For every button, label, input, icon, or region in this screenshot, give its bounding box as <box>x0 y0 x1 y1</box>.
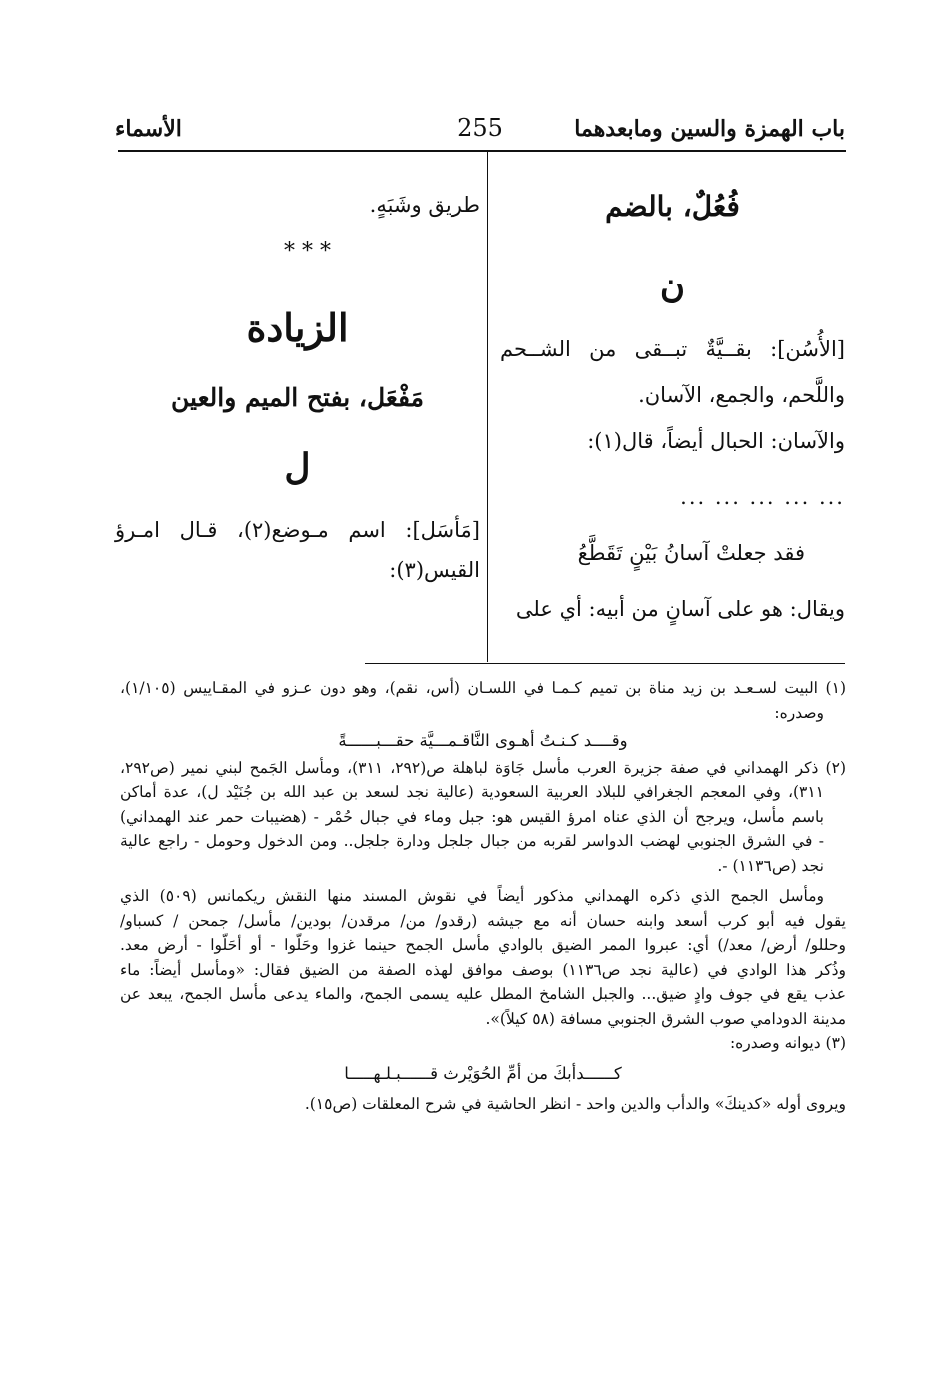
footnote-line: (٢) ذكر الهمداني في صفة جزيرة العرب مأسل جَاوَة لباهلة ص(٢٩٢، ٣١١)، ومأسل الجَمح لبني نمير (ص٢٩٢، <box>120 758 846 777</box>
footnote-line: وذُكر هذا الوادي في (عالية نجد ص١١٣٦) بوصف موافق لهذه الصفة من الضيق فقال: «ومأسل أيضاً: ماء <box>120 960 846 979</box>
footnote-verse: وقــــد كـنـتُ أهـوى النَّاقـمـــيَّة حقـــبــــــةً <box>338 731 628 750</box>
entry-line: [الأُسُن]: بقــيَّةٌ تبــقى من الشــحم <box>500 337 845 361</box>
footnote-line: (١) البيت لسـعـد بن زيد مناة بن تميم كـمـا في اللسـان (أس، نقم)، وهو دون عـزو في المقـاييس (١/١٠٥)، <box>120 679 846 697</box>
right-column <box>500 185 845 629</box>
page-number: 255 <box>457 114 503 142</box>
footnote-line: نجد (ص١١٣٦) -. <box>717 856 824 875</box>
footnote-rule <box>365 663 845 664</box>
pattern-subheading: مَفْعَل، بفتح الميم والعين <box>171 383 424 412</box>
left-column <box>115 185 480 590</box>
entry-line: والآسان: الحبال أيضاً، قال(١): <box>587 429 845 453</box>
continuation-line: طريق وشَبَهٍ. <box>369 193 480 217</box>
footnote-line: عذب يقع في جوف وادٍ ضيق... والجبل الشامخ المطل عليه يسمى الجمح، والماء يدعى مأسل الجمح، يبعد عن <box>120 985 846 1003</box>
footnote-line: (٣) ديوانه وصدره: <box>729 1034 846 1052</box>
root-letter: ل <box>284 446 311 488</box>
footnote-verse: كــــــدأبكَ من أمِّ الحُوَيْرث قــــــبـلـهـــــا <box>344 1063 622 1083</box>
footnote-line: مدينة الدودامي صوب الشرق الجنوبي مسافة (٥٨ كيلاً)». <box>485 1009 846 1028</box>
page-header <box>115 112 845 152</box>
footnote-line: وصدره: <box>774 703 824 722</box>
footnote-line: ومأسل الجمح الذي ذكره الهمداني مذكور أيضاً في نقوش المسند منها النقش ريكمانس (٥٠٩) الذي <box>120 887 824 905</box>
footnote-line: ٣١١)، وفي المعجم الجغرافي للبلاد العربية السعودية (عالية نجد لسعد بن عبد الله بن جُنَيْد ل)، عدة أماكن <box>120 783 824 801</box>
pattern-heading: فُعُلٌ، بالضم <box>605 190 740 223</box>
footnote-line: - في الشرق الجنوبي لهضب الدواسر لقربه من جبال جلجل ودارة جلجل.. ومن الدخول وحومل - راجع عالية <box>120 832 824 850</box>
column-divider <box>487 152 488 662</box>
verse-ellipsis: ... ... ... ... ... <box>680 485 845 509</box>
footnote-line: ويروى أوله «كدينكَ» والدأب والدين واحد - انظر الحاشية في شرح المعلقات (ص١٥). <box>304 1095 846 1113</box>
root-letter: ن <box>660 266 685 306</box>
footnote-line: وحللو/ أرض/ معد/) أي: عبروا الممر الضيق بالوادي مأسل الجمح حينما غزوا وحَلُّوا - أو أحَلُّوا - أرض معد. <box>120 936 846 954</box>
entry-line: [مَأسَل]: اسم مـوضع(٢)، قـال امـرؤ <box>115 518 480 542</box>
chapter-title: باب الهمزة والسين ومابعدهما <box>574 116 845 142</box>
header-rule <box>118 150 846 152</box>
section-title: الزيادة <box>246 305 349 350</box>
footnotes <box>120 676 846 1117</box>
entry-line: القيس(٣): <box>389 558 480 582</box>
section-label: الأسماء <box>115 116 182 142</box>
entry-line: واللَّحم، والجمع، الآسان. <box>638 383 845 407</box>
entry-line: ويقال: هو على آسانٍ من أبيه: أي على <box>515 597 845 621</box>
verse-line: فقد جعلتْ آسانُ بَيْنٍ تَقَطَّعُ <box>577 541 805 565</box>
section-stars: * * * <box>284 239 331 264</box>
footnote-line: باسم مأسل، ويرجح أن الذي عناه امرؤ القيس هو: جبل وماء في جبال حُمْر - (هضيبات حمر عند الهمداني) <box>120 807 824 826</box>
footnote-line: يقول فيه أبو كرب أسعد وابنه حسان أنه مع جيشه (رقدو/ من/ مرقدن/ بودين/ مأسل/ جمحن / كسباو/ <box>120 911 846 930</box>
